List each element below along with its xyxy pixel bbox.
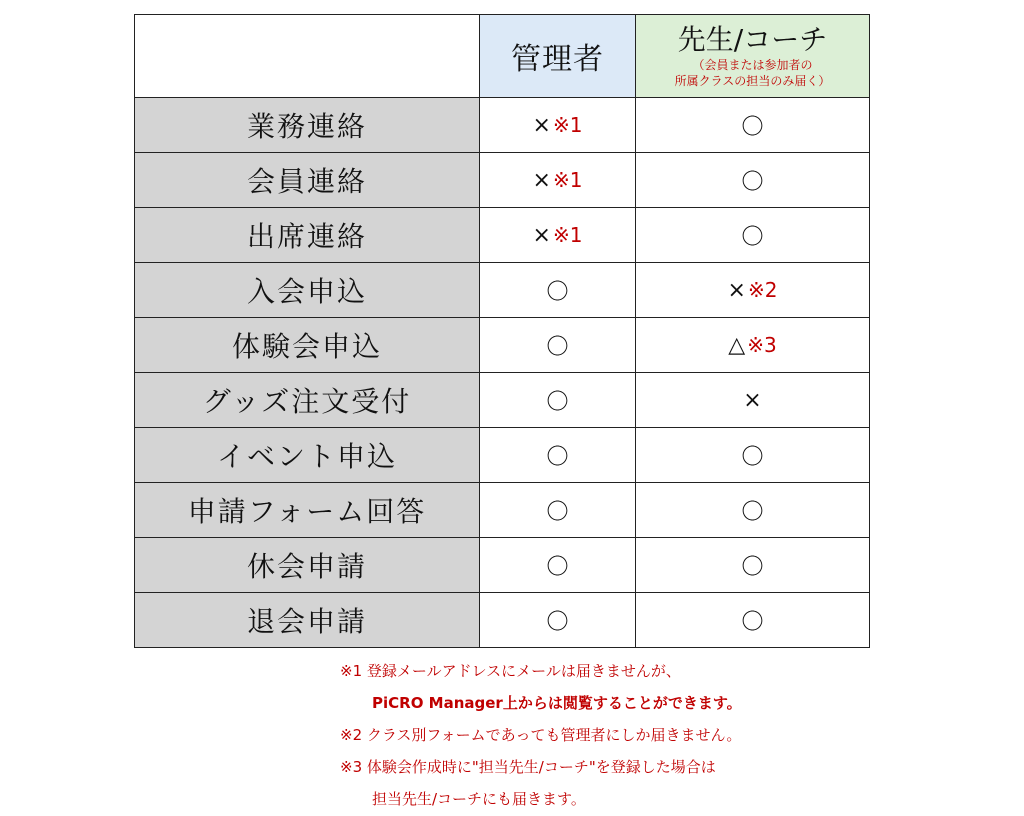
admin-mark: 〇 — [546, 334, 569, 360]
footnote-1-line1: ※1 登録メールアドレスにメールは届きませんが、 — [340, 662, 681, 680]
teacher-mark: △ — [728, 332, 746, 358]
row-label: 会員連絡 — [135, 153, 480, 208]
admin-cell — [480, 428, 636, 483]
admin-cell — [480, 593, 636, 648]
admin-mark: 〇 — [546, 279, 569, 305]
admin-mark: 〇 — [546, 499, 569, 525]
teacher-column-note-line1: （会員または参加者の — [692, 58, 813, 72]
matrix-row — [135, 538, 870, 593]
teacher-cell — [636, 483, 870, 538]
admin-note-ref: ※1 — [552, 222, 583, 247]
header-corner-cell — [135, 15, 480, 98]
teacher-cell — [636, 428, 870, 483]
admin-cell — [480, 98, 636, 153]
admin-note-ref: ※1 — [552, 167, 583, 192]
teacher-cell — [636, 208, 870, 263]
row-label: 休会申請 — [135, 538, 480, 593]
matrix-row — [135, 318, 870, 373]
row-label: 業務連絡 — [135, 98, 480, 153]
admin-cell — [480, 318, 636, 373]
admin-cell — [480, 208, 636, 263]
row-label: 出席連絡 — [135, 208, 480, 263]
teacher-note-ref: ※2 — [747, 277, 778, 302]
admin-cell — [480, 483, 636, 538]
notification-matrix-table — [134, 14, 870, 648]
matrix-row — [135, 153, 870, 208]
row-label: 申請フォーム回答 — [135, 483, 480, 538]
teacher-mark: 〇 — [741, 224, 764, 250]
admin-mark: 〇 — [546, 609, 569, 635]
row-label: イベント申込 — [135, 428, 480, 483]
admin-cell — [480, 373, 636, 428]
teacher-column-note-line2: 所属クラスの担当のみ届く） — [674, 74, 831, 88]
teacher-mark: × — [727, 277, 746, 303]
admin-cell — [480, 538, 636, 593]
matrix-row — [135, 98, 870, 153]
teacher-mark: 〇 — [741, 169, 764, 195]
teacher-mark: 〇 — [741, 554, 764, 580]
admin-mark: × — [532, 222, 551, 248]
teacher-mark: × — [743, 387, 762, 413]
matrix-row — [135, 263, 870, 318]
teacher-column-header — [636, 15, 870, 98]
matrix-row — [135, 428, 870, 483]
teacher-cell — [636, 538, 870, 593]
matrix-row — [135, 483, 870, 538]
teacher-mark: 〇 — [741, 114, 764, 140]
admin-mark: 〇 — [546, 444, 569, 470]
row-label: 退会申請 — [135, 593, 480, 648]
footnote-3-line1: ※3 体験会作成時に"担当先生/コーチ"を登録した場合は — [340, 758, 716, 776]
teacher-note-ref: ※3 — [747, 332, 777, 357]
teacher-cell — [636, 153, 870, 208]
teacher-mark: 〇 — [741, 444, 764, 470]
row-label: 体験会申込 — [135, 318, 480, 373]
footnote-2: ※2 クラス別フォームであっても管理者にしか届きません。 — [340, 726, 742, 744]
admin-note-ref: ※1 — [552, 112, 583, 137]
admin-column-header: 管理者 — [480, 15, 636, 98]
teacher-cell — [636, 593, 870, 648]
admin-cell — [480, 263, 636, 318]
matrix-row — [135, 373, 870, 428]
footnote-1-line2: PiCRO Manager上からは閲覧することができます。 — [372, 694, 742, 712]
admin-cell — [480, 153, 636, 208]
admin-mark: × — [532, 167, 551, 193]
admin-mark: × — [532, 112, 551, 138]
matrix-row — [135, 208, 870, 263]
header-row — [135, 15, 870, 98]
teacher-mark: 〇 — [741, 609, 764, 635]
teacher-cell — [636, 263, 870, 318]
matrix-row — [135, 593, 870, 648]
matrix-body — [135, 98, 870, 648]
teacher-cell — [636, 318, 870, 373]
teacher-cell — [636, 373, 870, 428]
row-label: 入会申込 — [135, 263, 480, 318]
teacher-mark: 〇 — [741, 499, 764, 525]
admin-mark: 〇 — [546, 389, 569, 415]
admin-mark: 〇 — [546, 554, 569, 580]
teacher-column-title: 先生/コーチ — [677, 23, 828, 56]
footnote-3-line2: 担当先生/コーチにも届きます。 — [372, 790, 586, 808]
row-label: グッズ注文受付 — [135, 373, 480, 428]
teacher-cell — [636, 98, 870, 153]
